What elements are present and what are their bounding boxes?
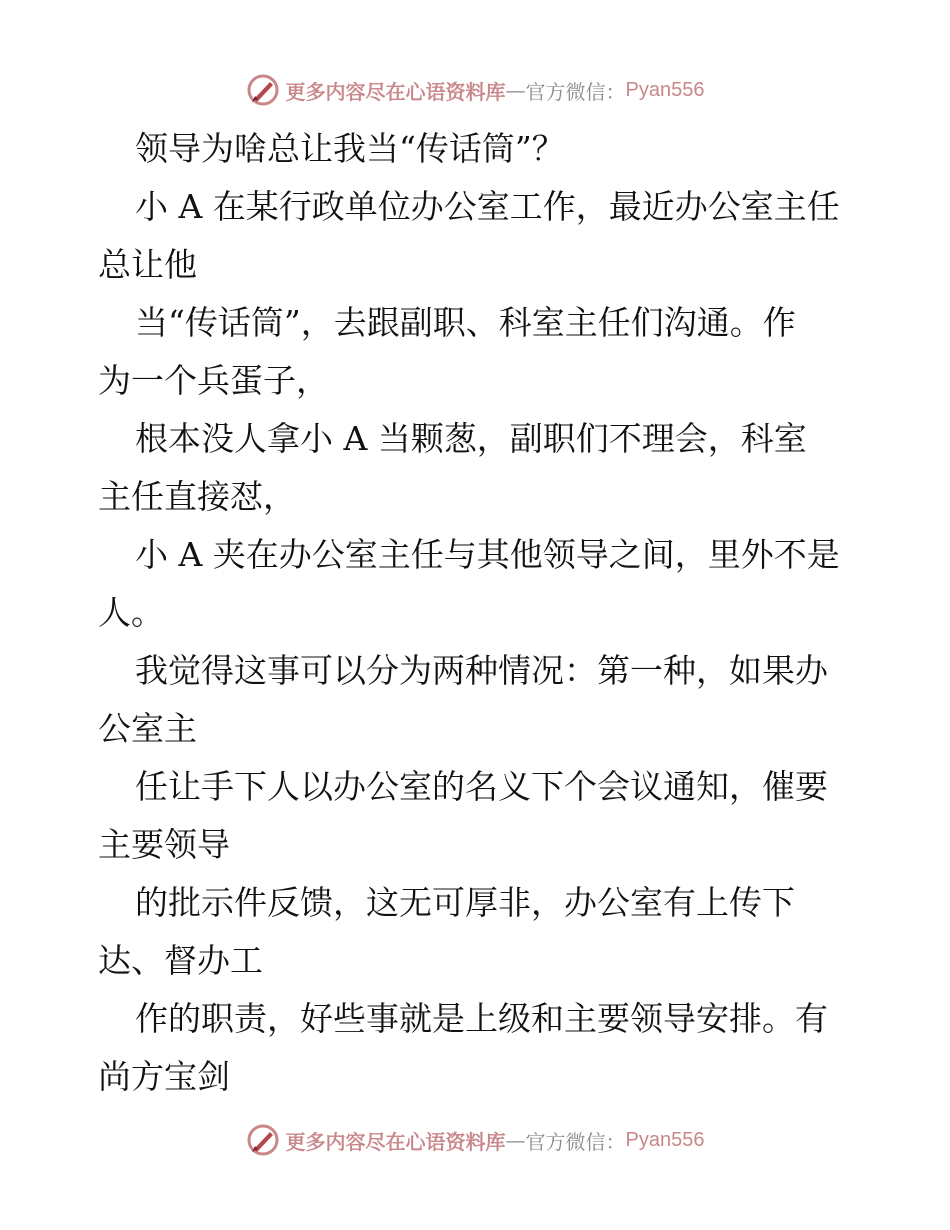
wechat-id: Pyan556 — [625, 1128, 705, 1151]
paragraph-line: 为一个兵蛋子， — [98, 361, 329, 400]
paragraph-line: 达、督办工 — [98, 941, 263, 980]
paragraph-line: 人。 — [98, 593, 164, 632]
pen-quill-logo-icon — [246, 1123, 280, 1157]
footer-banner-text — [286, 1126, 705, 1155]
paragraph-line: 主要领导 — [98, 825, 230, 864]
paragraph-line: 根本没人拿小 A 当颗葱，副职们不理会，科室 — [135, 419, 807, 458]
document-title: 领导为啥总让我当“传话筒”？ — [135, 129, 565, 168]
paragraph-line: 我觉得这事可以分为两种情况：第一种，如果办 — [135, 651, 828, 690]
pen-quill-logo-icon — [246, 73, 280, 107]
paragraph-line: 任让手下人以办公室的名义下个会议通知，催要 — [135, 767, 828, 806]
paragraph-line: 当“传话筒”，去跟副职、科室主任们沟通。作 — [135, 303, 796, 342]
wechat-label: 官方微信： — [525, 1129, 626, 1154]
paragraph-line: 小 A 夹在办公室主任与其他领导之间，里外不是 — [135, 535, 840, 574]
brand-text: 更多内容尽在心语资料库 — [285, 79, 506, 104]
wechat-label: 官方微信： — [525, 79, 626, 104]
paragraph-line: 作的职责，好些事就是上级和主要领导安排。有 — [135, 999, 828, 1038]
paragraph-line: 尚方宝剑 — [98, 1057, 230, 1096]
paragraph-line: 主任直接怼， — [98, 477, 296, 516]
header-banner-text — [286, 76, 705, 105]
paragraph-line: 的批示件反馈，这无可厚非，办公室有上传下 — [135, 883, 795, 922]
brand-text: 更多内容尽在心语资料库 — [285, 1129, 506, 1154]
banner-dash: — — [505, 78, 526, 102]
paragraph-line: 小 A 在某行政单位办公室工作，最近办公室主任 — [135, 187, 840, 226]
header-banner — [0, 70, 950, 110]
paragraph-line: 公室主 — [98, 709, 197, 748]
document-body — [98, 120, 858, 1106]
footer-banner — [0, 1120, 950, 1160]
banner-dash: — — [505, 1128, 526, 1152]
wechat-id: Pyan556 — [625, 78, 705, 101]
paragraph-line: 总让他 — [98, 245, 197, 284]
